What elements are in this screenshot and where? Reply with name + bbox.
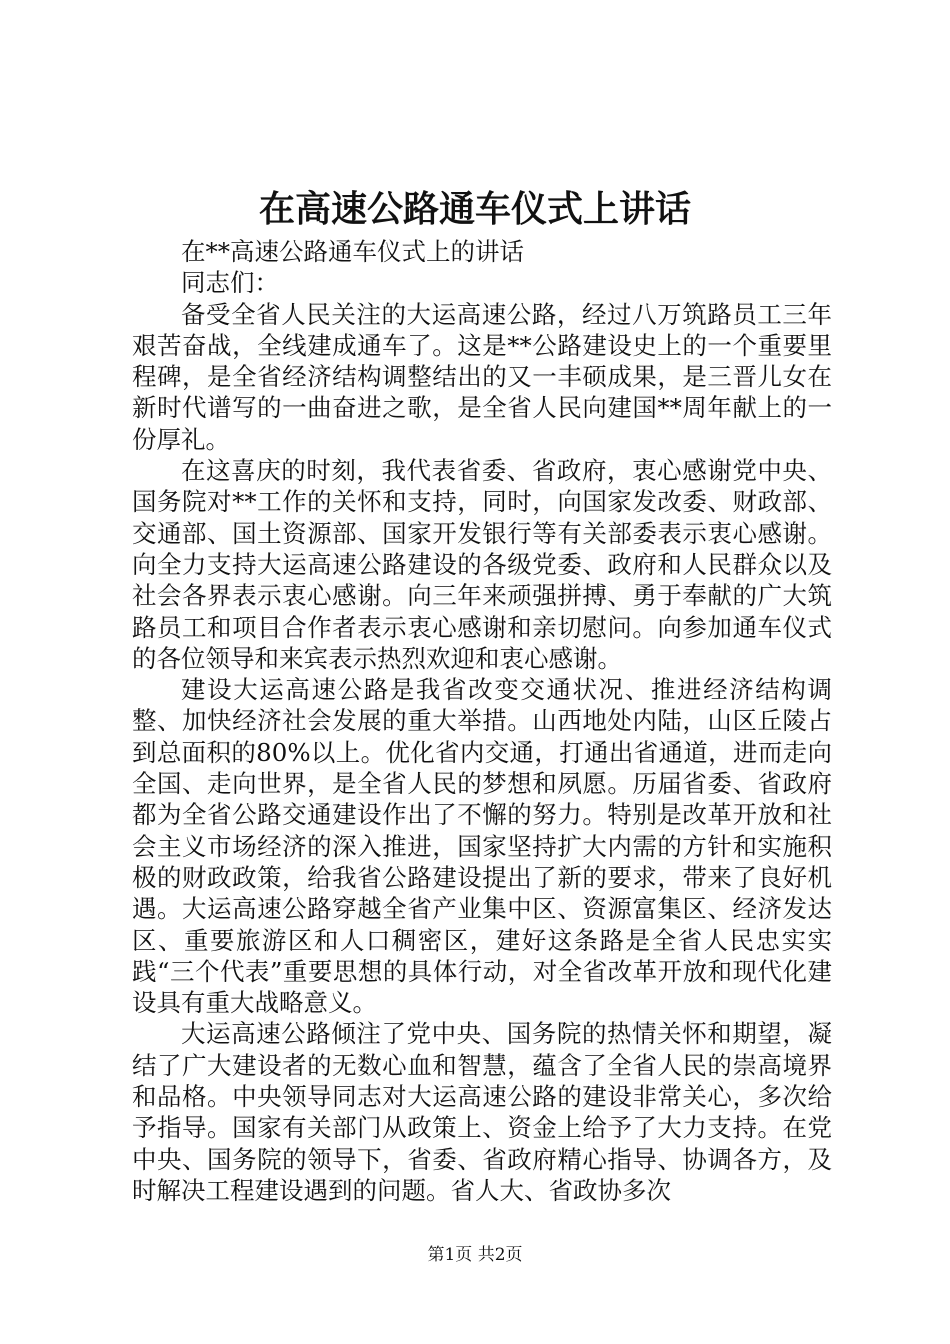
body-paragraph: 大运高速公路倾注了党中央、国务院的热情关怀和期望，凝结了广大建设者的无数心血和智慧，蕴含了全省人民的崇高境界和品格。中央领导同志对大运高速公路的建设非常关心，多次给予指导。国家有关部门从政策上、资金上给予了大力支持。在党中央、国务院的领导下，省委、省政府精心指导、协调各方，及时解决工程建设遇到的问题。省人大、省政协多次	[132, 1019, 832, 1205]
speech-heading: 在**高速公路通车仪式上的讲话	[181, 237, 524, 266]
document-body	[132, 236, 832, 1206]
body-paragraph: 备受全省人民关注的大运高速公路，经过八万筑路员工三年艰苦奋战，全线建成通车了。这是**公路建设史上的一个重要里程碑，是全省经济结构调整结出的又一丰硕成果，是三晋儿女在新时代谱写的一曲奋进之歌，是全省人民向建国**周年献上的一份厚礼。	[132, 299, 832, 454]
page-number-footer: 第1页 共2页	[427, 1245, 523, 1265]
body-paragraph: 建设大运高速公路是我省改变交通状况、推进经济结构调整、加快经济社会发展的重大举措。山西地处内陆，山区丘陵占到总面积的80%以上。优化省内交通，打通出省通道，进而走向全国、走向世界，是全省人民的梦想和夙愿。历届省委、省政府都为全省公路交通建设作出了不懈的努力。特别是改革开放和社会主义市场经济的深入推进，国家坚持扩大内需的方针和实施积极的财政政策，给我省公路建设提出了新的要求，带来了良好机遇。大运高速公路穿越全省产业集中区、资源富集区、经济发达区、重要旅游区和人口稠密区，建好这条路是全省人民忠实实践“三个代表”重要思想的具体行动，对全省改革开放和现代化建设具有重大战略意义。	[132, 675, 832, 1018]
body-paragraph: 在这喜庆的时刻，我代表省委、省政府，衷心感谢党中央、国务院对**工作的关怀和支持，同时，向国家发改委、财政部、交通部、国土资源部、国家开发银行等有关部委表示衷心感谢。向全力支持大运高速公路建设的各级党委、政府和人民群众以及社会各界表示衷心感谢。向三年来顽强拼搏、勇于奉献的广大筑路员工和项目合作者表示衷心感谢和亲切慰问。向参加通车仪式的各位领导和来宾表示热烈欢迎和衷心感谢。	[132, 456, 832, 673]
document-title: 在高速公路通车仪式上讲话	[258, 188, 691, 230]
salutation: 同志们：	[181, 268, 279, 298]
